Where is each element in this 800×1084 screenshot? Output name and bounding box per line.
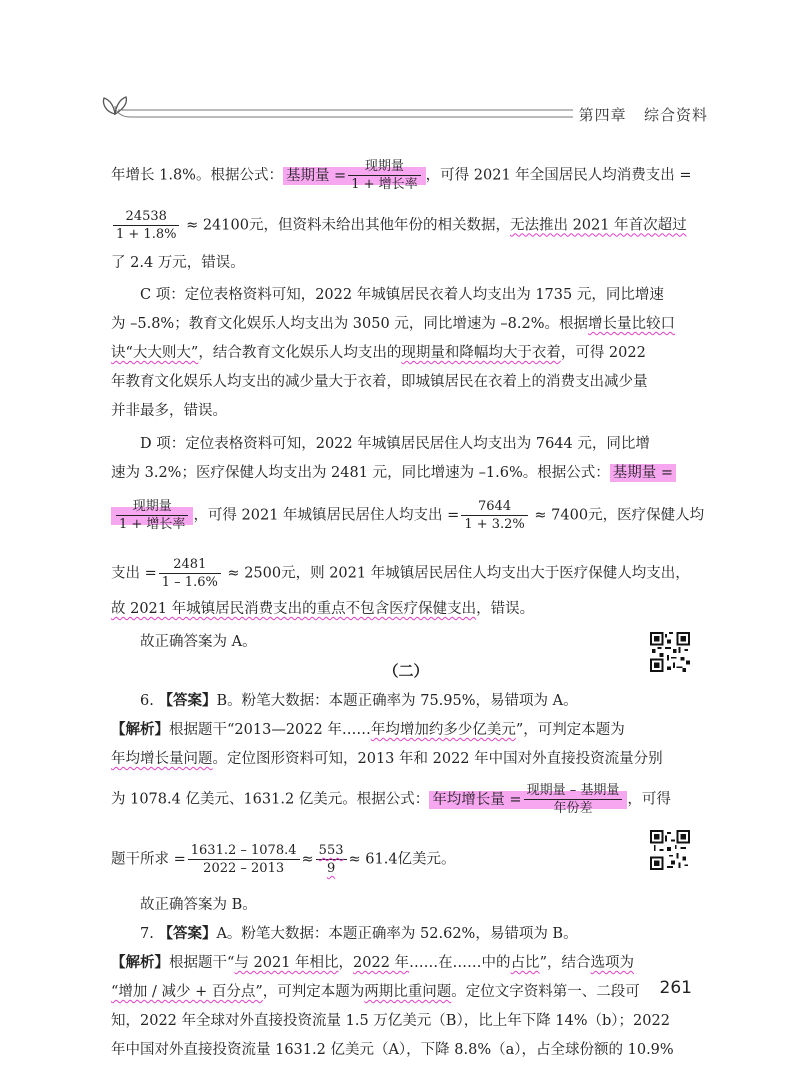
text-line: 年均增长量问题。定位图形资料可知，2013 年和 2022 年中国对外直接投资流量分别 xyxy=(111,751,663,767)
page-header xyxy=(0,0,800,140)
page-number: 261 xyxy=(659,978,692,998)
text-line: C 项：定位表格资料可知，2022 年城镇居民衣着人均支出为 1735 元，同比增速 xyxy=(140,287,664,303)
fraction: $\frac{1631.2 - 1078.4}{2022 - 2013}$ xyxy=(188,842,300,877)
text-line: D 项：定位表格资料可知，2022 年城镇居民居住人均支出为 7644 元，同比增 xyxy=(140,436,650,452)
text-line: 题干所求 = $\frac{1631.2 - 1078.4}{2022 - 2013}$ ≈ $\frac{553}{9}$ ≈ 61.4亿美元。 xyxy=(111,843,456,876)
answer-line: 7. 【答案】A。粉笔大数据：本题正确率为 52.62%，易错项为 B。 xyxy=(140,925,578,942)
text-line: “增加 / 减少 + 百分点”，可判定本题为两期比重问题。定位文字资料第一、二段可 xyxy=(111,984,640,1000)
chapter-number: 第四章 xyxy=(578,106,627,124)
fraction: $\frac{\text{现期量}}{\text{1 + 增长率}}$ xyxy=(116,498,188,533)
text-line: 诀“大大则大”，结合教育文化娱乐人均支出的现期量和降幅均大于衣着，可得 2022 xyxy=(111,345,646,361)
formula-highlight: 基期量 = $\frac{\text{现期量}}{\text{1 + 增长率}}$ xyxy=(283,167,426,185)
text-line: 知，2022 年全球对外直接投资流量 1.5 万亿美元（B），比上年下降 14%（b）；2022 xyxy=(111,1013,670,1029)
text-line: 【解析】根据题干“2013—2022 年……年均增加约多少亿美元”，可判定本题为 xyxy=(111,721,625,738)
text-line: $\frac{24538}{1 + 1.8\%}$ ≈ 24100元，但资料未给出其他年份的相关数据，无法推出 2021 年首次超过 xyxy=(111,208,687,243)
fraction: $\frac{7644}{1 + 3.2\%}$ xyxy=(461,498,527,533)
text-line: 支出 = $\frac{2481}{1 - 1.6\%}$ ≈ 2500元，则 2021 年城镇居民居住人均支出大于医疗保健人均支出， xyxy=(111,557,690,590)
fraction: $\frac{\text{现期量}}{\text{1 + 增长率}}$ xyxy=(348,158,420,193)
fraction: $\frac{24538}{1 + 1.8\%}$ xyxy=(113,208,179,243)
text-line: 为 –5.8%；教育文化娱乐人均支出为 3050 元，同比增速为 –8.2%。根据增长量比较口 xyxy=(111,316,676,332)
text-line: 年中国对外直接投资流量 1631.2 亿美元（A），下降 8.8%（a），占全球份额的 10.9% xyxy=(111,1042,674,1058)
fraction: $\frac{\text{现期量 – 基期量}}{\text{年份差}}$ xyxy=(524,782,623,817)
answer-line: 6. 【答案】B。粉笔大数据：本题正确率为 75.95%，易错项为 A。 xyxy=(140,692,578,709)
fraction: $\frac{553}{9}$ xyxy=(316,842,347,877)
chapter-name: 综合资料 xyxy=(643,106,708,124)
text-line: 年教育文化娱乐人均支出的减少量大于衣着，即城镇居民在衣着上的消费支出减少量 xyxy=(111,374,648,390)
text-line: 【解析】根据题干“与 2021 年相比，2022 年……在……中的占比”，结合选项为 xyxy=(111,954,634,971)
text-line: 为 1078.4 亿美元、1631.2 亿美元。根据公式： 年均增长量 = $\frac{\text{现期量 – 基期量}}{\text{年份差}}$ ，可得 xyxy=(111,783,671,816)
text-line: 速为 3.2%；医疗保健人均支出为 2481 元，同比增速为 –1.6%。根据公式： 基期量 = xyxy=(111,460,676,486)
text-line: 了 2.4 万元，错误。 xyxy=(111,255,245,271)
answer-line: 故正确答案为 A。 xyxy=(140,634,257,650)
text-line: 故 2021 年城镇居民消费支出的重点不包含医疗保健支出，错误。 xyxy=(111,601,535,617)
text-line: 并非最多，错误。 xyxy=(111,403,227,419)
text-line: 年增长 1.8%。根据公式： 基期量 = $\frac{\text{现期量}}{\text{1 + 增长率}}$ ，可得 2021 年全国居民人均消费支出 = xyxy=(111,159,692,192)
formula-highlight: 年均增长量 = $\frac{\text{现期量 – 基期量}}{\text{年份差}}$ xyxy=(429,791,627,809)
chapter-title xyxy=(573,104,708,125)
formula-highlight: 基期量 = xyxy=(610,464,676,482)
qr-code-icon[interactable] xyxy=(650,830,690,870)
text-line: $\frac{\text{现期量}}{\text{1 + 增长率}}$ ，可得 2021 年城镇居民居住人均支出 = $\frac{7644}{1 + 3.2\%}$ ≈ 7400元，医疗保健人均 xyxy=(111,498,704,533)
formula-highlight xyxy=(111,499,193,532)
answer-line: 故正确答案为 B。 xyxy=(140,897,257,913)
qr-code-icon[interactable] xyxy=(650,632,690,672)
section-title: （二） xyxy=(383,662,429,680)
fraction: $\frac{2481}{1 - 1.6\%}$ xyxy=(159,556,221,591)
